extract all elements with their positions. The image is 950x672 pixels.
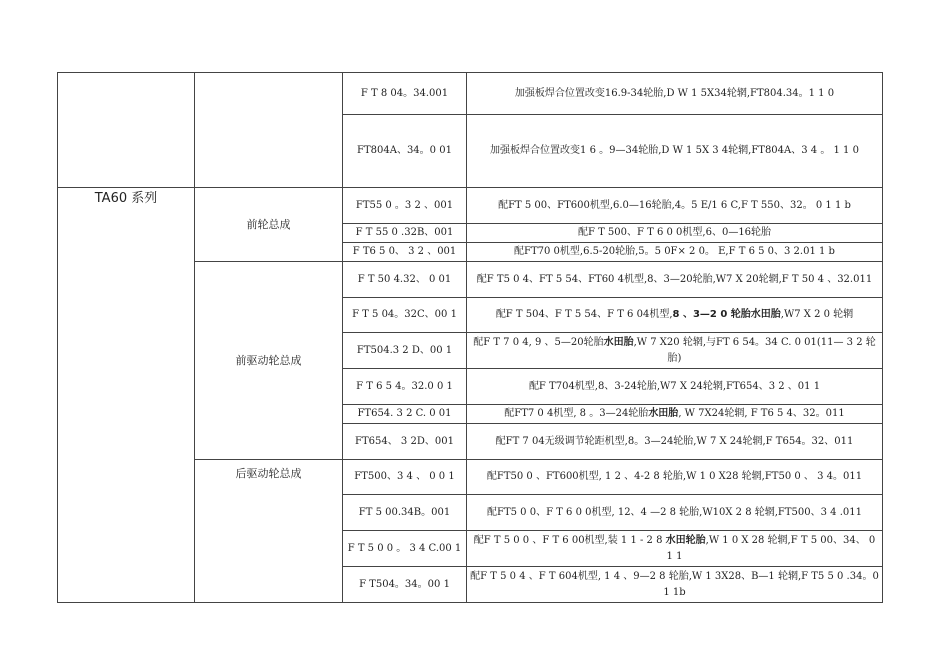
part-code: F T 5 0 0 。 3 4 C.00 1 [343, 531, 467, 567]
part-code: FT504.3 2 D、00 1 [343, 333, 467, 369]
table-row [58, 188, 883, 224]
desc-text: 配FT7 0 4机型, 8 。3—24轮胎 [504, 408, 649, 419]
part-code: F T 55 0 .32B、001 [343, 224, 467, 243]
part-code: FT654. 3 2 C. 0 01 [343, 405, 467, 424]
part-description: 配F T 5 0 4 、F T 604机型, 1 4 、9—2 8 轮胎,W 1 3X28、B—1 轮辋,F T5 5 0 .34。0 1 1b [467, 567, 883, 603]
desc-text: ,W7 X 2 0 轮辋 [780, 309, 854, 320]
table-row [58, 73, 883, 115]
desc-text: ,W 7 X20 轮辋,与FT 6 54。34 C. 0 01(11— 3 2 轮胎) [633, 336, 876, 364]
part-description [467, 531, 883, 567]
empty-group-cell [195, 73, 343, 188]
part-description: 配FT50 0 、FT600机型, 1 2 、4-2 8 轮胎,W 1 0 X28 轮辋,FT50 0 、 3 4。011 [467, 460, 883, 495]
group-front-drive: 前驱动轮总成 [195, 262, 343, 460]
part-code: F T504。34。00 1 [343, 567, 467, 603]
part-code: F T 8 04。34.001 [343, 73, 467, 115]
part-code: F T6 5 0、 3 2 、001 [343, 243, 467, 262]
desc-highlight: 8 、3—2 0 轮胎水田胎 [672, 309, 781, 320]
part-description [467, 298, 883, 333]
part-code: FT55 0 。3 2 、001 [343, 188, 467, 224]
desc-text: 配F T 7 0 4, 9 、5—20轮胎 [473, 336, 604, 348]
part-description: 配FT 7 04无级调节轮距机型,8。3—24轮胎,W 7 X 24轮辋,F T654。32、011 [467, 424, 883, 460]
part-code: FT654、 3 2D、001 [343, 424, 467, 460]
parts-table [57, 72, 883, 603]
part-description: 加强板焊合位置改变16.9-34轮胎,D W 1 5X34轮辋,FT804.34。1 1 0 [467, 73, 883, 115]
desc-highlight: 水田胎 [648, 408, 679, 419]
desc-text: 配F T 5 0 0 、F T 6 00机型,装 1 1 - 2 8 [473, 534, 666, 546]
empty-series-cell [58, 73, 195, 188]
group-front-wheel: 前轮总成 [195, 188, 343, 262]
part-description: 配F T5 0 4、FT 5 54、FT60 4机型,8、3—20轮胎,W7 X 20轮辋,F T 50 4 、32.011 [467, 262, 883, 298]
part-description: 配F T704机型,8、3-24轮胎,W7 X 24轮辋,FT654、3 2 、01 1 [467, 369, 883, 405]
desc-text: 配F T 504、F T 5 54、F T 6 04机型, [495, 309, 673, 320]
desc-highlight: 水田胎 [603, 336, 634, 348]
part-code: F T 5 04。32C、00 1 [343, 298, 467, 333]
part-description [467, 333, 883, 369]
part-description: 配FT70 0机型,6.5-20轮胎,5。5 0F× 2 0。 E,F T 6 5 0、3 2.01 1 b [467, 243, 883, 262]
part-code: FT 5 00.34B。001 [343, 495, 467, 531]
group-rear-drive: 后驱动轮总成 [195, 460, 343, 603]
part-description [467, 405, 883, 424]
part-description: 加强板焊合位置改变1 6 。9—34轮胎,D W 1 5X 3 4轮辋,FT804A、3 4 。 1 1 0 [467, 115, 883, 188]
part-code: F T 50 4.32、 0 01 [343, 262, 467, 298]
part-description: 配F T 500、F T 6 0 0机型,6、0—16轮胎 [467, 224, 883, 243]
part-description: 配FT 5 00、FT600机型,6.0—16轮胎,4。5 E/1 6 C,F T 550、32。 0 1 1 b [467, 188, 883, 224]
series-label: TA60 系列 [58, 188, 195, 603]
part-code: FT500、3 4 、 0 0 1 [343, 460, 467, 495]
desc-highlight: 水田轮胎 [665, 534, 706, 546]
part-code: F T 6 5 4。32.0 0 1 [343, 369, 467, 405]
part-code: FT804A、34。0 01 [343, 115, 467, 188]
desc-text: ,W 1 0 X 28 轮辋,F T 5 00、34、 0 1 1 [666, 534, 876, 562]
desc-text: , W 7X24轮辋, F T6 5 4、32。011 [678, 408, 845, 419]
part-description: 配FT5 0 0、F T 6 0 0机型, 12、4 —2 8 轮胎,W10X 2 8 轮辋,FT500、3 4 .011 [467, 495, 883, 531]
